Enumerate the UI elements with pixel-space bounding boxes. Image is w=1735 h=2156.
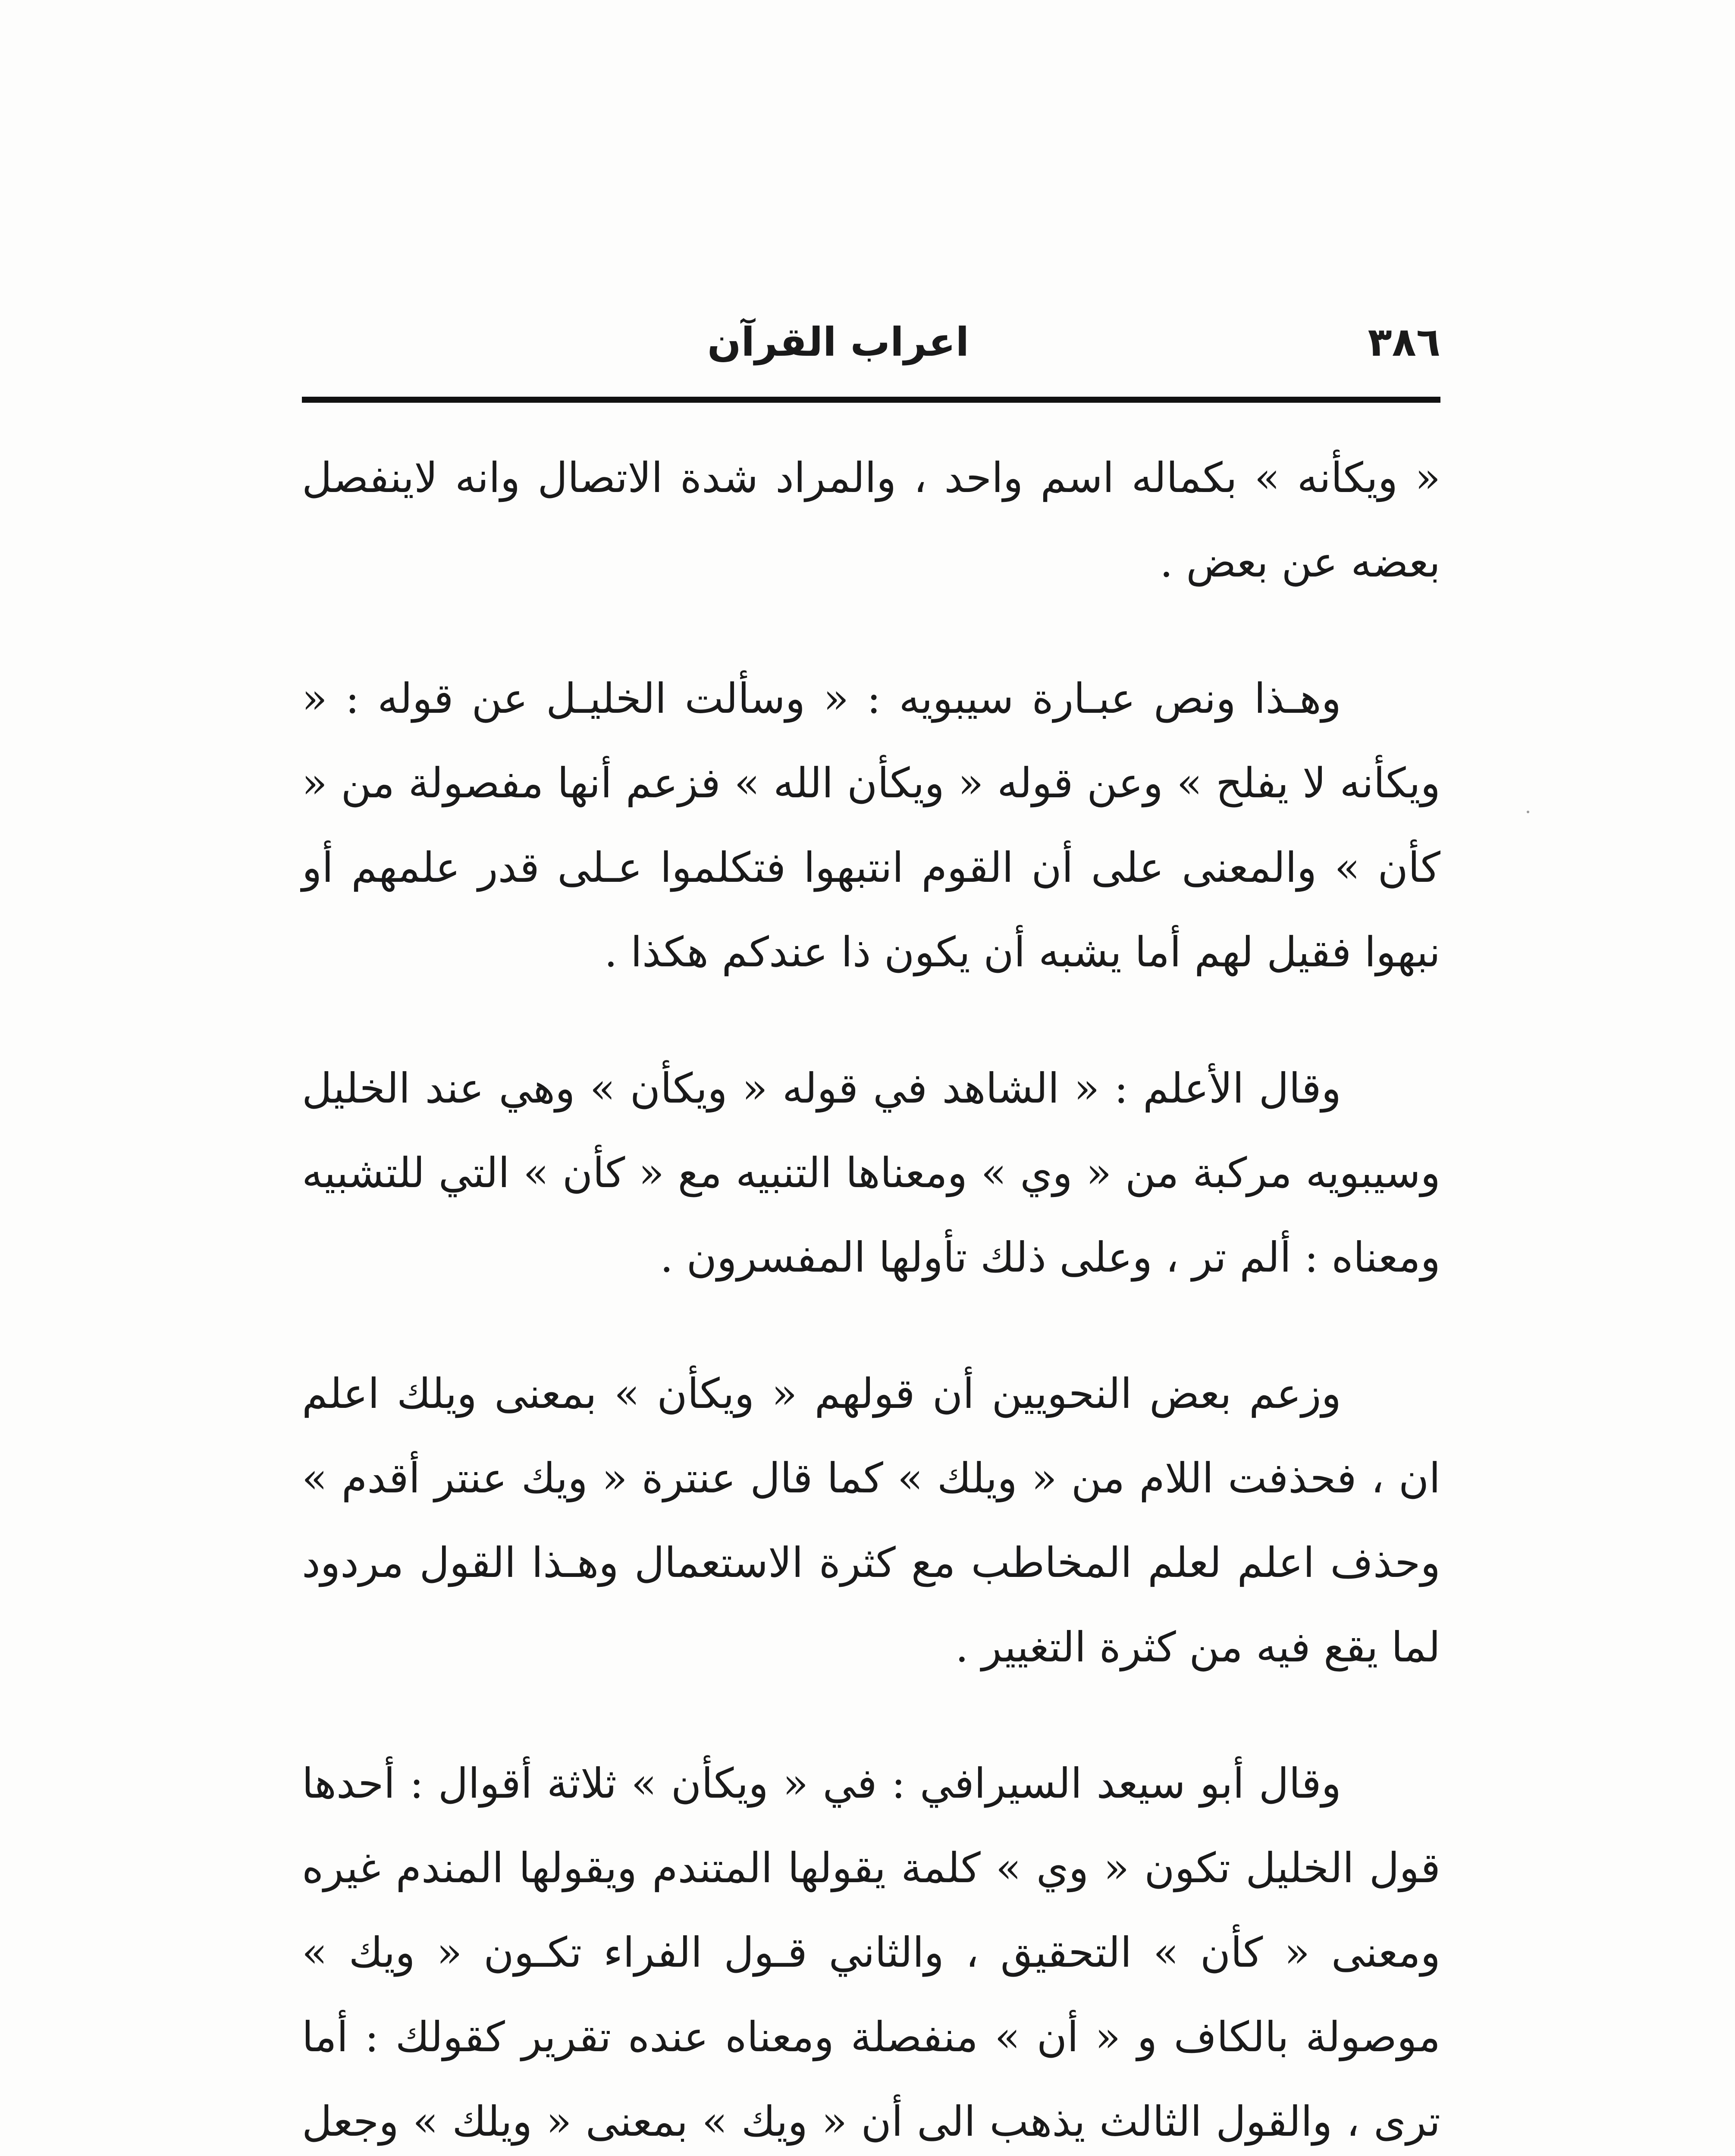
running-title: اعراب القرآن [707, 319, 969, 365]
paragraph-2: وهـذا ونص عبـارة سيبويه : « وسألت الخليـل عن قوله : « ويكأنه لا يفلح » وعن قوله « ويكأن الله » فزعم أنها مفصولة من « كأن » والمعنى على أن القوم انتبهوا فتكلموا عـلى قدر علمهم أو نبهوا فقيل لهم أما يشبه أن يكون ذا عندكم هكذا . [302, 674, 1440, 976]
paragraph-5: وقال أبو سيعد السيرافي : في « ويكأن » ثلاثة أقوال : أحدها قول الخليل تكون « وي » كلمة يقولها المتندم ويقولها المندم غيره ومعنى « كأن » التحقيق ، والثاني قـول الفراء تكـون « ويك » موصولة بالكاف و « أن » منفصلة ومعناه عنده تقرير كقولك : أما ترى ، والقول الثالث يذهب الى أن « ويك » بمعنى « ويلك » وجعل [302, 1759, 1440, 2146]
page-header [302, 302, 1440, 388]
paragraph-4: وزعم بعض النحويين أن قولهم « ويكأن » بمعنى ويلك اعلم ان ، فحذفت اللام من « ويلك » كما قال عنترة « ويك عنتر أقدم » وحذف اعلم لعلم المخاطب مع كثرة الاستعمال وهـذا القول مردود لما يقع فيه من كثرة التغيير . [302, 1369, 1440, 1671]
page-body [302, 436, 1440, 2156]
paragraph-1: « ويكأنه » بكماله اسم واحد ، والمراد شدة الاتصال وانه لاينفصل بعضه عن بعض . [302, 454, 1440, 586]
ink-speck [1527, 811, 1529, 813]
header-rule [302, 397, 1440, 403]
page-number: ٣٨٦ [1368, 319, 1440, 365]
paragraph-3: وقال الأعلم : « الشاهد في قوله « ويكأن » وهي عند الخليل وسيبويه مركبة من « وي » ومعناها التنبيه مع « كأن » التي للتشبيه ومعناه : ألم تر ، وعلى ذلك تأولها المفسرون . [302, 1064, 1440, 1282]
